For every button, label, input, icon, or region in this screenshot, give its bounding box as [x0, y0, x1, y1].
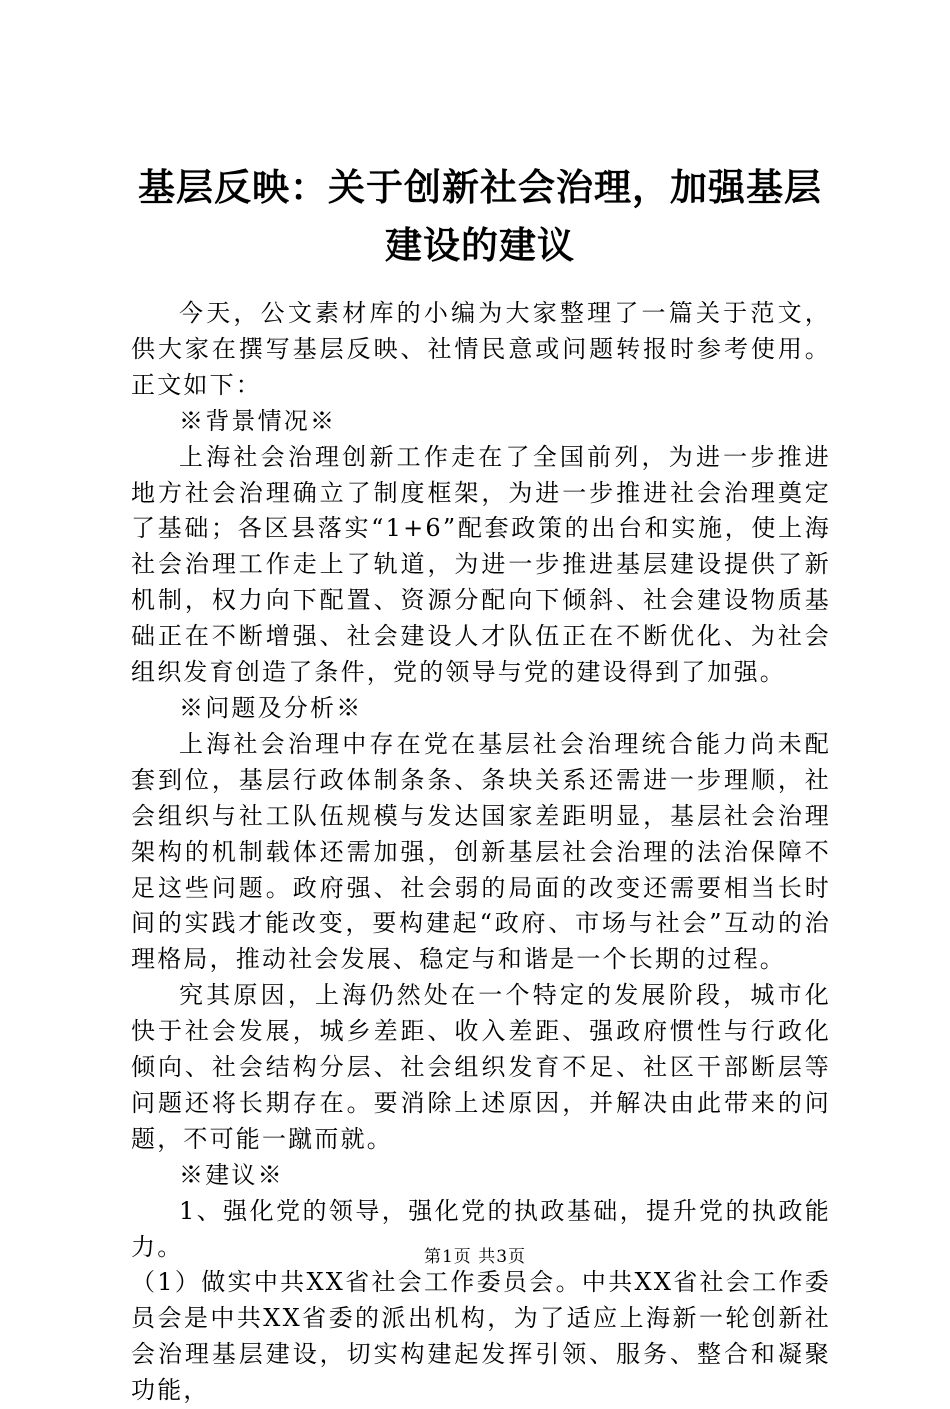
section-heading-suggestions: ※建议※ [179, 1160, 284, 1189]
background-paragraph: 上海社会治理创新工作走在了全国前列，为进一步推进地方社会治理确立了制度框架，为进一步推进社会治理奠定了基础；各区县落实“1+6”配套政策的出台和实施，使上海社会治理工作走上了轨道，为进一步推进基层建设提供了新机制，权力向下配置、资源分配向下倾斜、社会建设物质基础正在不断增强、社会建设人才队伍正在不断优化、为社会组织发育创造了条件，党的领导与党的建设得到了加强。 [131, 442, 831, 687]
section-heading-background: ※背景情况※ [179, 406, 337, 435]
analysis-paragraph: 上海社会治理中存在党在基层社会治理统合能力尚未配套到位，基层行政体制条条、条块关系还需进一步理顺，社会组织与社工队伍规模与发达国家差距明显，基层社会治理架构的机制载体还需加强，创新基层社会治理的法治保障不足这些问题。政府强、社会弱的局面的改变还需要相当长时间的实践才能改变，要构建起“政府、市场与社会”互动的治理格局，推动社会发展、稳定与和谐是一个长期的过程。 [131, 729, 831, 974]
section-heading-analysis: ※问题及分析※ [179, 693, 363, 722]
document-title: 基层反映：关于创新社会治理，加强基层建设的建议 [138, 165, 822, 267]
page-footer: 第1页 共3页 [423, 1247, 527, 1267]
intro-paragraph: 今天，公文素材库的小编为大家整理了一篇关于范文，供大家在撰写基层反映、社情民意或问题转报时参考使用。正文如下： [131, 299, 831, 399]
suggestion-item-1: 1、强化党的领导，强化党的执政基础，提升党的执政能力。 [131, 1196, 831, 1261]
cause-paragraph: 究其原因，上海仍然处在一个特定的发展阶段，城市化快于社会发展，城乡差距、收入差距、强政府惯性与行政化倾向、社会结构分层、社会组织发育不足、社区干部断层等问题还将长期存在。要消除上述原因，并解决由此带来的问题，不可能一蹴而就。 [131, 981, 831, 1153]
suggestion-subitem-1: （1）做实中共XX省社会工作委员会。中共XX省社会工作委员会是中共XX省委的派出机构，为了适应上海新一轮创新社会治理基层建设，切实构建起发挥引领、服务、整合和凝聚功能， [131, 1268, 831, 1405]
